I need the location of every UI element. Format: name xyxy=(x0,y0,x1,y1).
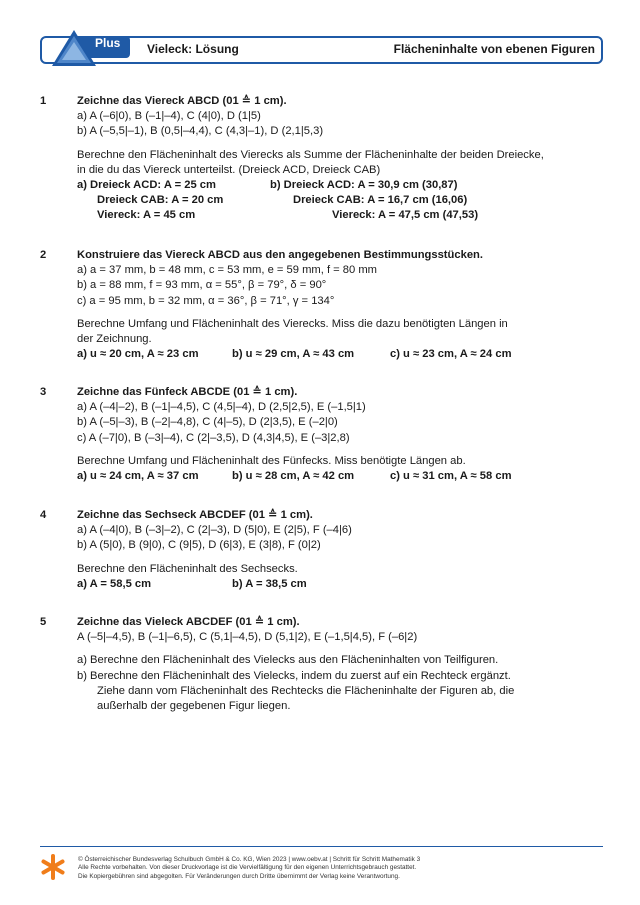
exercise-item: c) a = 95 mm, b = 32 mm, α = 36°, β = 71°, γ = 134° xyxy=(77,294,335,307)
exercise-item: c) A (–7|0), B (–3|–4), C (2|–3,5), D (4,3|4,5), E (–3|2,8) xyxy=(77,431,350,444)
exercise-item: a) A (–6|0), B (–1|–4), C (4|0), D (1|5) xyxy=(77,110,261,123)
solution: c) u ≈ 31 cm, A ≈ 58 cm xyxy=(390,470,512,483)
solution: b) u ≈ 28 cm, A ≈ 42 cm xyxy=(232,470,355,483)
exercise-item: außerhalb der gegebenen Figur liegen. xyxy=(97,700,291,713)
exercise-item: a) A (–4|0), B (–3|–2), C (2|–3), D (5|0), E (2|5), F (–4|6) xyxy=(77,524,352,537)
exercise-item: b) A (5|0), B (9|0), C (9|5), D (6|3), E (3|8), F (0|2) xyxy=(77,539,321,552)
footer-divider xyxy=(40,846,603,847)
exercise-item: b) A (–5|–3), B (–2|–4,8), C (4|–5), D (2|3,5), E (–2|0) xyxy=(77,416,338,429)
solution: a) Dreieck ACD: A = 25 cm xyxy=(77,179,216,192)
solution: a) A = 58,5 cm xyxy=(77,577,152,590)
exercise-item: a) Berechne den Flächeninhalt des Vielecks aus den Flächeninhalten von Teilfiguren. xyxy=(77,654,499,667)
exercise-item: b) Berechne den Flächeninhalt des Vielecks, indem du zuerst auf ein Rechteck ergänzt. xyxy=(77,669,511,682)
exercise-title: Konstruiere das Viereck ABCD aus den angegebenen Bestimmungsstücken. xyxy=(77,249,483,261)
solution: Dreieck CAB: A = 20 cm xyxy=(97,194,224,207)
publisher-logo-icon xyxy=(40,853,66,881)
exercise-item: b) A (–5,5|–1), B (0,5|–4,4), C (4,3|–1), D (2,1|5,3) xyxy=(77,125,324,138)
exercise-item: b) a = 88 mm, f = 93 mm, α = 55°, β = 79°, δ = 90° xyxy=(77,279,327,292)
exercise-number: 1 xyxy=(40,95,47,107)
solution: b) A = 38,5 cm xyxy=(232,577,307,590)
exercise-title: Zeichne das Vieleck ABCDEF (01 ≙ 1 cm). xyxy=(77,616,300,628)
exercise-number: 4 xyxy=(40,509,47,521)
exercise-text: Berechne Umfang und Flächeninhalt des Fünfecks. Miss benötigte Längen ab. xyxy=(77,454,466,467)
header-left-title: Vieleck: Lösung xyxy=(147,42,239,56)
exercise-title: Zeichne das Sechseck ABCDEF (01 ≙ 1 cm). xyxy=(77,509,313,521)
exercise-item: a) A (–4|–2), B (–1|–4,5), C (4,5|–4), D (2,5|2,5), E (–1,5|1) xyxy=(77,401,366,414)
exercise-number: 2 xyxy=(40,249,47,261)
footer-line: Alle Rechte vorbehalten. Von dieser Druckvorlage ist die Vervielfältigung für den eigenen Unterrichtsgebrauch gestattet. xyxy=(78,864,417,872)
solution: Viereck: A = 47,5 cm (47,53) xyxy=(332,209,479,222)
solution: a) u ≈ 24 cm, A ≈ 37 cm xyxy=(77,470,199,483)
solution: Dreieck CAB: A = 16,7 cm (16,06) xyxy=(293,194,468,207)
exercise-item: a) a = 37 mm, b = 48 mm, c = 53 mm, e = 59 mm, f = 80 mm xyxy=(77,264,377,277)
exercise-text: Berechne den Flächeninhalt des Vierecks als Summe der Flächeninhalte der beiden Dreiecke, xyxy=(77,148,544,161)
solution: c) u ≈ 23 cm, A ≈ 24 cm xyxy=(390,348,512,361)
exercise-number: 5 xyxy=(40,616,47,628)
exercise-coords: A (–5|–4,5), B (–1|–6,5), C (5,1|–4,5), D (5,1|2), E (–1,5|4,5), F (–6|2) xyxy=(77,631,418,644)
exercise-title: Zeichne das Fünfeck ABCDE (01 ≙ 1 cm). xyxy=(77,386,298,398)
solution: b) Dreieck ACD: A = 30,9 cm (30,87) xyxy=(270,179,458,192)
solution: a) u ≈ 20 cm, A ≈ 23 cm xyxy=(77,348,199,361)
exercise-text: in die du das Viereck unterteilst. (Dreieck ACD, Dreieck CAB) xyxy=(77,163,381,176)
footer-line: Die Kopiergebühren sind abgegolten. Für Veränderungen durch Dritte übernimmt der Verlag keine Verantwortung. xyxy=(78,872,400,880)
exercise-text: der Zeichnung. xyxy=(77,333,152,346)
footer-text xyxy=(78,856,598,881)
exercise-text: Berechne den Flächeninhalt des Sechsecks. xyxy=(77,562,298,575)
solution: Viereck: A = 45 cm xyxy=(97,209,196,222)
header-right-title: Flächeninhalte von ebenen Figuren xyxy=(393,42,595,56)
solution: b) u ≈ 29 cm, A ≈ 43 cm xyxy=(232,348,355,361)
plus-badge: Plus xyxy=(95,36,121,50)
exercise-item: Ziehe dann vom Flächeninhalt des Rechtecks die Flächeninhalte der Figuren ab, die xyxy=(97,684,515,697)
footer-line: © Österreichischer Bundesverlag Schulbuch GmbH & Co. KG, Wien 2023 | www.oebv.at | Schritt für Schritt Mathematik 3 xyxy=(78,856,421,863)
exercise-text: Berechne Umfang und Flächeninhalt des Vierecks. Miss die dazu benötigten Längen in xyxy=(77,317,508,330)
exercise-title: Zeichne das Viereck ABCD (01 ≙ 1 cm). xyxy=(77,95,287,107)
exercise-number: 3 xyxy=(40,386,47,398)
